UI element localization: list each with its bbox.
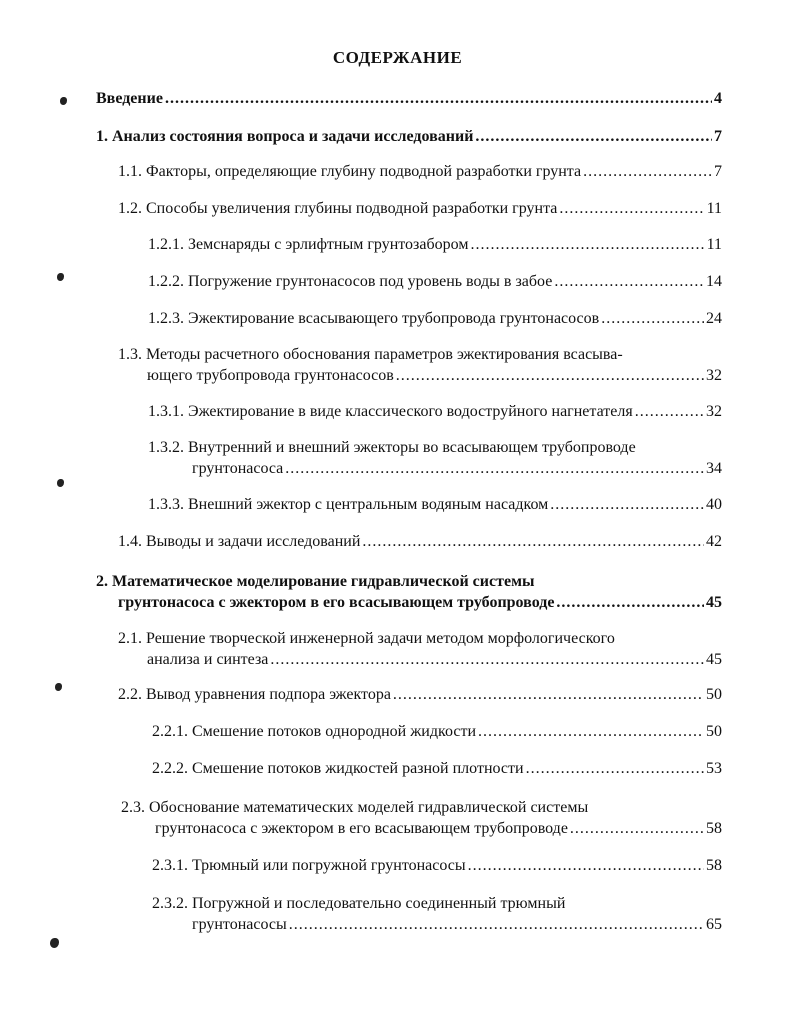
- page-title: СОДЕРЖАНИЕ: [332, 48, 463, 67]
- leader-dots: [165, 88, 712, 109]
- toc-entry-1-3-3[interactable]: [148, 494, 722, 515]
- toc-entry-1-2-3[interactable]: [148, 308, 722, 329]
- toc-entry-title: 1.2.3. Эжектирование всасывающего трубопровода грунтонасосов: [148, 310, 600, 327]
- toc-page-number: 45: [706, 651, 722, 668]
- toc-entry-2-1[interactable]: [118, 628, 722, 670]
- toc-entry-title: 1.3.3. Внешний эжектор с центральным водяным насадком: [148, 496, 549, 513]
- leader-dots: [554, 271, 704, 292]
- toc-entry-title: грунтонасоса с эжектором в его всасывающем трубопроводе: [118, 594, 555, 611]
- toc-entry-1-2[interactable]: [118, 198, 722, 219]
- toc-entry-title: 1.2.1. Земснаряды с эрлифтным грунтозабором: [148, 236, 469, 253]
- toc-page-number: 50: [706, 686, 722, 703]
- toc-page-number: 32: [706, 403, 722, 420]
- toc-page-number: 53: [706, 760, 722, 777]
- toc-entry-title: 1.3.1. Эжектирование в виде классического водоструйного нагнетателя: [148, 403, 633, 420]
- toc-entry-title: 2.2. Вывод уравнения подпора эжектора: [118, 686, 391, 703]
- toc-entry-1-2-2[interactable]: [148, 271, 722, 292]
- toc-entry-title-line1: 2. Математическое моделирование гидравлической системы: [96, 573, 535, 590]
- toc-entry-2-2-1[interactable]: [152, 721, 722, 742]
- toc-page-number: 24: [706, 310, 722, 327]
- leader-dots: [601, 308, 704, 329]
- toc-entry-title: 2.3.1. Трюмный или погружной грунтонасосы: [152, 857, 466, 874]
- toc-entry-title-line1: 2.3.2. Погружной и последовательно соединенный трюмный: [152, 895, 566, 912]
- leader-dots: [470, 234, 704, 255]
- toc-entry-title-line1: 1.3. Методы расчетного обоснования параметров эжектирования всасыва-: [118, 346, 623, 363]
- binder-hole-mark: [57, 479, 64, 487]
- toc-page-number: 4: [714, 90, 722, 107]
- toc-page-number: 58: [706, 857, 722, 874]
- toc-entry-title: ющего трубопровода грунтонасосов: [147, 367, 394, 384]
- leader-dots: [270, 649, 704, 670]
- toc-entry-2-3-2[interactable]: [152, 893, 722, 935]
- toc-page-number: 32: [706, 367, 722, 384]
- toc-page-number: 50: [706, 723, 722, 740]
- toc-page-number: 42: [706, 533, 722, 550]
- toc-entry-title: анализа и синтеза: [147, 651, 269, 668]
- leader-dots: [396, 365, 704, 386]
- toc-entry-2-2[interactable]: [118, 684, 722, 705]
- leader-dots: [393, 684, 704, 705]
- toc-entry-chapter-2[interactable]: [96, 571, 722, 613]
- toc-entry-1-4[interactable]: [118, 531, 722, 552]
- leader-dots: [468, 855, 704, 876]
- leader-dots: [550, 494, 704, 515]
- toc-entry-title: 1.4. Выводы и задачи исследований: [118, 533, 361, 550]
- leader-dots: [289, 914, 704, 935]
- toc-page-number: 7: [714, 128, 722, 145]
- toc-entry-title-line1: 1.3.2. Внутренний и внешний эжекторы во всасывающем трубопроводе: [148, 439, 636, 456]
- leader-dots: [559, 198, 704, 219]
- binder-hole-mark: [60, 97, 67, 105]
- toc-entry-2-2-2[interactable]: [152, 758, 722, 779]
- leader-dots: [526, 758, 704, 779]
- toc-entry-title: 2.2.1. Смешение потоков однородной жидкости: [152, 723, 477, 740]
- toc-page-number: 58: [706, 820, 722, 837]
- toc-entry-title: грунтонасосы: [192, 916, 287, 933]
- toc-entry-1-3[interactable]: [118, 344, 722, 386]
- leader-dots: [362, 531, 704, 552]
- leader-dots: [635, 401, 704, 422]
- toc-entry-1-2-1[interactable]: [148, 234, 722, 255]
- toc-entry-title: Введение: [96, 90, 163, 107]
- leader-dots: [475, 126, 712, 147]
- toc-entry-2-3-1[interactable]: [152, 855, 722, 876]
- leader-dots: [285, 458, 704, 479]
- toc-entry-title: грунтонасоса с эжектором в его всасывающем трубопроводе: [155, 820, 568, 837]
- toc-page-number: 7: [714, 163, 722, 180]
- toc-page-number: 65: [706, 916, 722, 933]
- toc-entry-1-3-1[interactable]: [148, 401, 722, 422]
- toc-entry-2-3[interactable]: [121, 797, 722, 839]
- leader-dots: [478, 721, 704, 742]
- toc-entry-title: грунтонасоса: [192, 460, 284, 477]
- toc-page-number: 11: [706, 200, 722, 217]
- leader-dots: [583, 161, 712, 182]
- binder-hole-mark: [57, 273, 64, 281]
- toc-entry-title: 1. Анализ состояния вопроса и задачи исследований: [96, 128, 474, 145]
- toc-entry-chapter-1[interactable]: [96, 126, 722, 147]
- toc-page-number: 45: [706, 594, 722, 611]
- leader-dots: [570, 818, 704, 839]
- toc-entry-title: 1.2. Способы увеличения глубины подводной разработки грунта: [118, 200, 558, 217]
- binder-hole-mark: [55, 683, 62, 691]
- toc-entry-1-3-2[interactable]: [148, 437, 722, 479]
- toc-entry-title: 1.1. Факторы, определяющие глубину подводной разработки грунта: [118, 163, 582, 180]
- binder-hole-mark: [50, 938, 59, 948]
- toc-entry-title: 1.2.2. Погружение грунтонасосов под уровень воды в забое: [148, 273, 553, 290]
- toc-page-number: 40: [706, 496, 722, 513]
- toc-entry-introduction[interactable]: [96, 88, 722, 109]
- toc-entry-title-line1: 2.1. Решение творческой инженерной задачи методом морфологического: [118, 630, 615, 647]
- leader-dots: [556, 592, 704, 613]
- toc-page-number: 34: [706, 460, 722, 477]
- toc-entry-title-line1: 2.3. Обоснование математических моделей гидравлической системы: [121, 799, 589, 816]
- toc-page-number: 14: [706, 273, 722, 290]
- toc-entry-title: 2.2.2. Смешение потоков жидкостей разной плотности: [152, 760, 524, 777]
- toc-entry-1-1[interactable]: [118, 161, 722, 182]
- toc-page-number: 11: [706, 236, 722, 253]
